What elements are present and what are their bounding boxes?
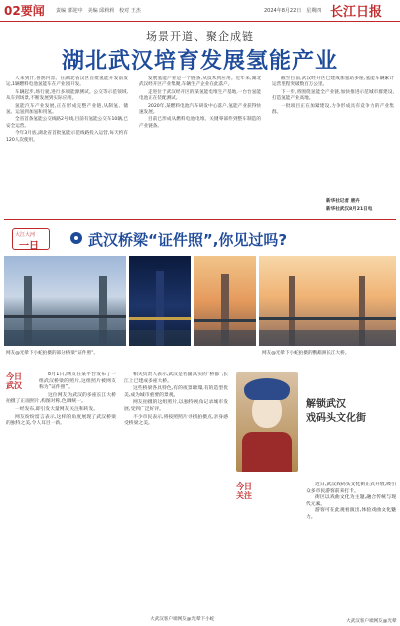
article-body <box>6 76 394 216</box>
paragraph: 近日,武汉戏码头文化街正式开放,吸引众多市民游客前来打卡。 <box>306 482 396 494</box>
paragraph: 街区以戏曲文化为主题,融合传统与现代元素。 <box>306 495 396 507</box>
section-number: 02要闻 <box>4 4 45 18</box>
article-dateline: 新华社武汉8月21日电 <box>326 207 373 212</box>
paragraph: 这些桥梁各具特色,有的夜景璀璨,有的造型优美,成为城市重要的景观。 <box>124 386 228 398</box>
newspaper-logo: 长江日报 <box>330 5 383 20</box>
feature-title: 武汉桥梁“证件照”,你见过吗? <box>88 231 288 249</box>
paragraph: 今年3月底,湖北省首批氢能示范线路投入运营,每天约有120人次使用。 <box>6 131 128 143</box>
paragraph: 一经发布,即引发大量网友关注和转发。 <box>15 406 99 412</box>
article-column-2 <box>139 76 261 216</box>
article-byline: 新华社记者 唐卉 <box>326 199 360 204</box>
paragraph: 人来到汁,喜鹊内容。在湖北省汉区首批氢能开发前发运,1辆燃料电池氢能车在产业园开发。 <box>6 76 128 88</box>
side-story-body <box>306 482 396 612</box>
photo-caption-right: 网友@光晕下小蛇拍摄的鹦鹉洲长江大桥。 <box>262 351 350 356</box>
page-header <box>0 0 400 22</box>
paragraph: 不少市民表示,将按照照片寻找拍摄点,亲身感受桥梁之美。 <box>124 414 228 427</box>
paragraph: 相关负责人表示,武汉是名副其实的“桥都”,长江上已建成多座大桥。 <box>124 372 228 384</box>
bridge-photo-1 <box>4 256 126 346</box>
bridge-photo-3 <box>194 256 256 346</box>
paragraph: 目前已形成从燃料电池电堆、关键零部件到整车制造的产业链条。 <box>139 117 261 129</box>
bridge-photo-2 <box>129 256 191 346</box>
today-badge: 今日 武汉 <box>6 372 22 390</box>
issue-date: 2024年8月22日 星期四 <box>264 8 322 14</box>
paragraph: 全省首条氢能公交线路2号线,目前有氢能公交车10辆,已安全运营。 <box>6 117 128 129</box>
story-byline: 大武汉客户端网友@光晕下小蛇 <box>150 617 215 622</box>
paragraph: 网友拍摄的这组照片,以独特视角记录城市发展,受到广泛好评。 <box>124 400 228 412</box>
paragraph: 下一步,将围绕氢能全产业链,加快推进示范城市群建设,打造氢能产业高地。 <box>272 89 394 102</box>
section-divider <box>4 219 396 220</box>
photo-caption-left: 网友@光晕下小蛇拍摄的部分桥梁“证件照”。 <box>6 351 99 356</box>
paragraph: 8月1日,网友在某平台发布了一组武汉桥梁的照片,这组照片被网友称为“证件照”。 <box>39 372 116 391</box>
column-badge <box>12 228 50 250</box>
paragraph: 这位网友为武汉的多座长江大桥拍摄了正面照片,构图对称,色调统一。 <box>6 392 116 405</box>
paragraph: 氢能汽车产业发展,正在形成完整产业链,从制氢、储氢、运氢到加氢和用氢。 <box>6 103 128 116</box>
paragraph: 一批项目正在加紧建设,力争形成具有竞争力的产业集群。 <box>272 103 394 116</box>
side-story-title: 解锁武汉 戏码头文化街 <box>306 399 366 424</box>
article-column-3 <box>272 76 394 216</box>
paragraph: 发展氢能产业是一个链条,从技术到应用。近年来,湖北武汉经开区产业集聚,车辆生产企业在此落户。 <box>139 76 261 88</box>
badge-title: 一日 <box>19 241 39 252</box>
article-column-1 <box>6 76 128 216</box>
badge-label: 大江大河 <box>15 232 36 238</box>
side-story <box>236 372 396 626</box>
paragraph: 网友纷纷留言表示,这样的角度展现了武汉桥梁的独特之美,令人耳目一新。 <box>6 414 116 427</box>
story-column-2 <box>124 372 228 626</box>
opera-photo <box>236 372 298 472</box>
paragraph: 游客可在此观看演出,体验戏曲文化魅力。 <box>306 508 396 520</box>
paragraph: 截至目前,武汉经开区已建成加氢站多座,氢能车辆累计运营里程突破数百万公里。 <box>272 76 394 88</box>
paragraph: 走进位于武汉经开区的某氢能电堆生产基地,一台台氢能电池正在装配测试。 <box>139 89 261 102</box>
story-column-1 <box>6 372 116 626</box>
article-kicker: 场景开道、聚企成链 <box>146 30 254 43</box>
side-story-byline: 大武汉客户端网友@光晕 <box>346 619 397 624</box>
article-headline: 湖北武汉培育发展氢能产业 <box>61 49 338 74</box>
bridge-photo-4 <box>259 256 396 346</box>
editor-credits: 责编 郭迎中 美编 邱莉莉 校对 王杰 <box>56 8 141 14</box>
bullet-icon <box>70 232 82 244</box>
side-badge: 今日 关注 <box>236 482 252 500</box>
paragraph: 车辆起步,场行驶,进行多项能源测试。公交等示范领域,从车到场景,不断发展到实际应用。 <box>6 89 128 102</box>
paragraph: 2020年,某燃料电池汽车研发中心落户,氢能产业获得快速发展。 <box>139 103 261 116</box>
